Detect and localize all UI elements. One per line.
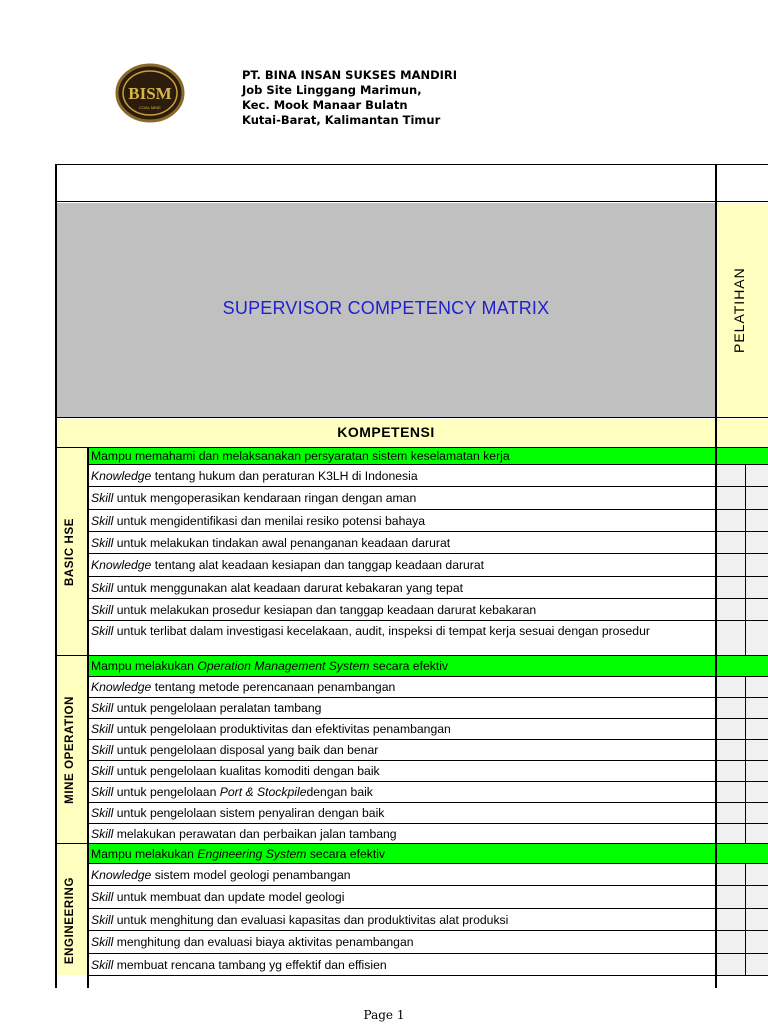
grid-hline	[89, 553, 768, 554]
competency-row	[89, 698, 715, 718]
pelatihan-cell	[717, 886, 768, 908]
competency-text: Skill untuk mengoperasikan kendaraan ringan dengan aman	[91, 491, 417, 505]
grid-hline	[89, 718, 768, 719]
pelatihan-cell	[717, 532, 768, 553]
grid-vline	[55, 164, 57, 988]
pelatihan-subcell	[717, 487, 746, 509]
pelatihan-cell	[717, 864, 768, 885]
pelatihan-cell	[717, 782, 768, 802]
section-label: BASIC HSE	[64, 518, 76, 587]
grid-hline	[55, 447, 768, 448]
competency-row	[89, 510, 715, 531]
grid-hline	[89, 464, 768, 465]
section-summary-row	[89, 844, 715, 863]
competency-text: Knowledge sistem model geologi penambangan	[91, 868, 351, 882]
pelatihan-subcell	[717, 599, 746, 620]
pelatihan-subcell	[717, 698, 746, 718]
competency-row	[89, 599, 715, 620]
pelatihan-cell	[717, 719, 768, 739]
competency-row	[89, 740, 715, 760]
competency-text: Knowledge tentang metode perencanaan penambangan	[91, 680, 396, 694]
competency-text: Skill melakukan perawatan dan perbaikan jalan tambang	[91, 827, 397, 841]
competency-text: Skill untuk pengelolaan produktivitas dan efektivitas penambangan	[91, 722, 451, 736]
pelatihan-cell	[717, 740, 768, 760]
competency-row	[89, 909, 715, 930]
pelatihan-subcell	[717, 510, 746, 531]
pelatihan-subcell	[717, 621, 746, 655]
pelatihan-subcell	[717, 532, 746, 553]
pelatihan-subcell	[717, 824, 746, 843]
grid-hline	[55, 201, 768, 202]
grid-hline	[89, 843, 768, 844]
pelatihan-cell	[717, 487, 768, 509]
pelatihan-cell	[717, 621, 768, 655]
grid-hline	[55, 655, 89, 656]
competency-row	[89, 487, 715, 509]
competency-row	[89, 886, 715, 908]
pelatihan-subcell	[717, 954, 746, 975]
grid-hline	[89, 620, 768, 621]
competency-row	[89, 465, 715, 486]
competency-text: Skill untuk pengelolaan disposal yang baik dan benar	[91, 743, 379, 757]
pelatihan-subcell	[717, 740, 746, 760]
pelatihan-cell	[717, 761, 768, 781]
grid-hline	[89, 908, 768, 909]
competency-text: Skill untuk melakukan prosedur kesiapan dan tanggap keadaan darurat kebakaran	[91, 603, 537, 617]
grid-hline	[89, 676, 768, 677]
company-info	[242, 68, 457, 128]
pelatihan-cell	[717, 677, 768, 697]
grid-hline	[89, 885, 768, 886]
section-label: ENGINEERING	[64, 876, 76, 964]
competency-text: Skill untuk membuat dan update model geologi	[91, 890, 345, 904]
pelatihan-cell	[717, 803, 768, 823]
grid-hline	[89, 975, 768, 976]
pelatihan-subcell	[717, 465, 746, 486]
pelatihan-cell	[717, 656, 768, 676]
grid-hline	[89, 655, 768, 656]
pelatihan-subcell	[717, 554, 746, 576]
competency-row	[89, 577, 715, 598]
page-footer: Page 1	[363, 1008, 405, 1022]
competency-text: Skill untuk mengidentifikasi dan menilai resiko potensi bahaya	[91, 514, 426, 528]
company-address-2: Kec. Mook Manaar Bulatn	[242, 98, 408, 112]
competency-text: Mampu memahami dan melaksanakan persyaratan sistem keselamatan kerja	[91, 449, 510, 463]
competency-text: Skill membuat rencana tambang yg effektif dan effisien	[91, 958, 387, 972]
grid-hline	[89, 760, 768, 761]
grid-hline	[89, 598, 768, 599]
pelatihan-cell	[717, 577, 768, 598]
section-label: MINE OPERATION	[64, 696, 76, 804]
grid-hline	[89, 953, 768, 954]
grid-hline	[55, 843, 89, 844]
pelatihan-cell	[717, 931, 768, 953]
pelatihan-cell	[717, 599, 768, 620]
competency-text: Mampu melakukan Operation Management System secara efektiv	[91, 659, 449, 673]
competency-row	[89, 532, 715, 553]
kompetensi-right-cell	[717, 419, 768, 447]
pelatihan-cell	[717, 554, 768, 576]
company-address-3: Kutai-Barat, Kalimantan Timur	[242, 113, 441, 127]
page-title: SUPERVISOR COMPETENCY MATRIX	[222, 298, 550, 318]
logo-subtext: COAL MINE	[139, 105, 161, 110]
pelatihan-cell	[717, 844, 768, 863]
grid-hline	[89, 823, 768, 824]
pelatihan-cell	[717, 465, 768, 486]
competency-text: Skill untuk terlibat dalam investigasi kecelakaan, audit, inspeksi di tempat kerja sesuai dengan prosedur	[91, 624, 650, 638]
competency-row	[89, 782, 715, 802]
competency-text: Mampu melakukan Engineering System secara efektiv	[91, 847, 386, 861]
grid-hline	[89, 697, 768, 698]
grid-hline	[89, 576, 768, 577]
pelatihan-cell	[717, 698, 768, 718]
grid-hline	[89, 486, 768, 487]
grid-hline	[89, 739, 768, 740]
competency-row	[89, 554, 715, 576]
pelatihan-subcell	[717, 931, 746, 953]
kompetensi-header: KOMPETENSI	[337, 424, 435, 440]
competency-row	[89, 931, 715, 953]
competency-text: Skill untuk melakukan tindakan awal penanganan keadaan darurat	[91, 536, 451, 550]
pelatihan-subcell	[717, 577, 746, 598]
grid-hline	[89, 863, 768, 864]
pelatihan-cell	[717, 909, 768, 930]
competency-text: Skill untuk pengelolaan sistem penyaliran dengan baik	[91, 806, 385, 820]
competency-text: Skill untuk pengelolaan peralatan tambang	[91, 701, 322, 715]
grid-vline	[87, 448, 89, 988]
section-summary-row	[89, 448, 715, 464]
competency-row	[89, 864, 715, 885]
pelatihan-subcell	[717, 864, 746, 885]
competency-text: Skill untuk menghitung dan evaluasi kapasitas dan produktivitas alat produksi	[91, 913, 509, 927]
grid-hline	[89, 802, 768, 803]
pelatihan-subcell	[717, 719, 746, 739]
grid-hline	[55, 417, 768, 418]
pelatihan-subcell	[717, 677, 746, 697]
competency-text: Skill untuk pengelolaan Port & Stockpiledengan baik	[91, 785, 373, 799]
pelatihan-cell	[717, 510, 768, 531]
company-address-1: Job Site Linggang Marimun,	[242, 83, 422, 97]
pelatihan-cell	[717, 448, 768, 464]
competency-text: Knowledge tentang hukum dan peraturan K3LH di Indonesia	[91, 469, 418, 483]
pelatihan-header: PELATIHAN	[731, 267, 747, 353]
grid-hline	[89, 930, 768, 931]
competency-text: Knowledge tentang alat keadaan kesiapan dan tanggap keadaan darurat	[91, 558, 485, 572]
competency-text: Skill untuk pengelolaan kualitas komoditi dengan baik	[91, 764, 380, 778]
competency-row	[89, 824, 715, 843]
company-name: PT. BINA INSAN SUKSES MANDIRI	[242, 68, 458, 82]
competency-text: Skill menghitung dan evaluasi biaya aktivitas penambangan	[91, 935, 414, 949]
section-summary-row	[89, 656, 715, 676]
competency-row	[89, 621, 715, 655]
competency-row	[89, 677, 715, 697]
pelatihan-cell	[717, 954, 768, 975]
grid-hline	[89, 781, 768, 782]
competency-text: Skill untuk menggunakan alat keadaan darurat kebakaran yang tepat	[91, 581, 463, 595]
grid-hline	[89, 531, 768, 532]
competency-row	[89, 803, 715, 823]
logo-text: BISM	[128, 84, 172, 103]
pelatihan-subcell	[717, 909, 746, 930]
company-logo	[108, 62, 206, 124]
competency-row	[89, 761, 715, 781]
grid-vline	[715, 164, 717, 988]
grid-hline	[89, 509, 768, 510]
grid-hline	[55, 164, 768, 165]
competency-row	[89, 719, 715, 739]
pelatihan-cell	[717, 824, 768, 843]
pelatihan-subcell	[717, 761, 746, 781]
pelatihan-subcell	[717, 782, 746, 802]
competency-row	[89, 954, 715, 975]
pelatihan-subcell	[717, 803, 746, 823]
pelatihan-subcell	[717, 886, 746, 908]
